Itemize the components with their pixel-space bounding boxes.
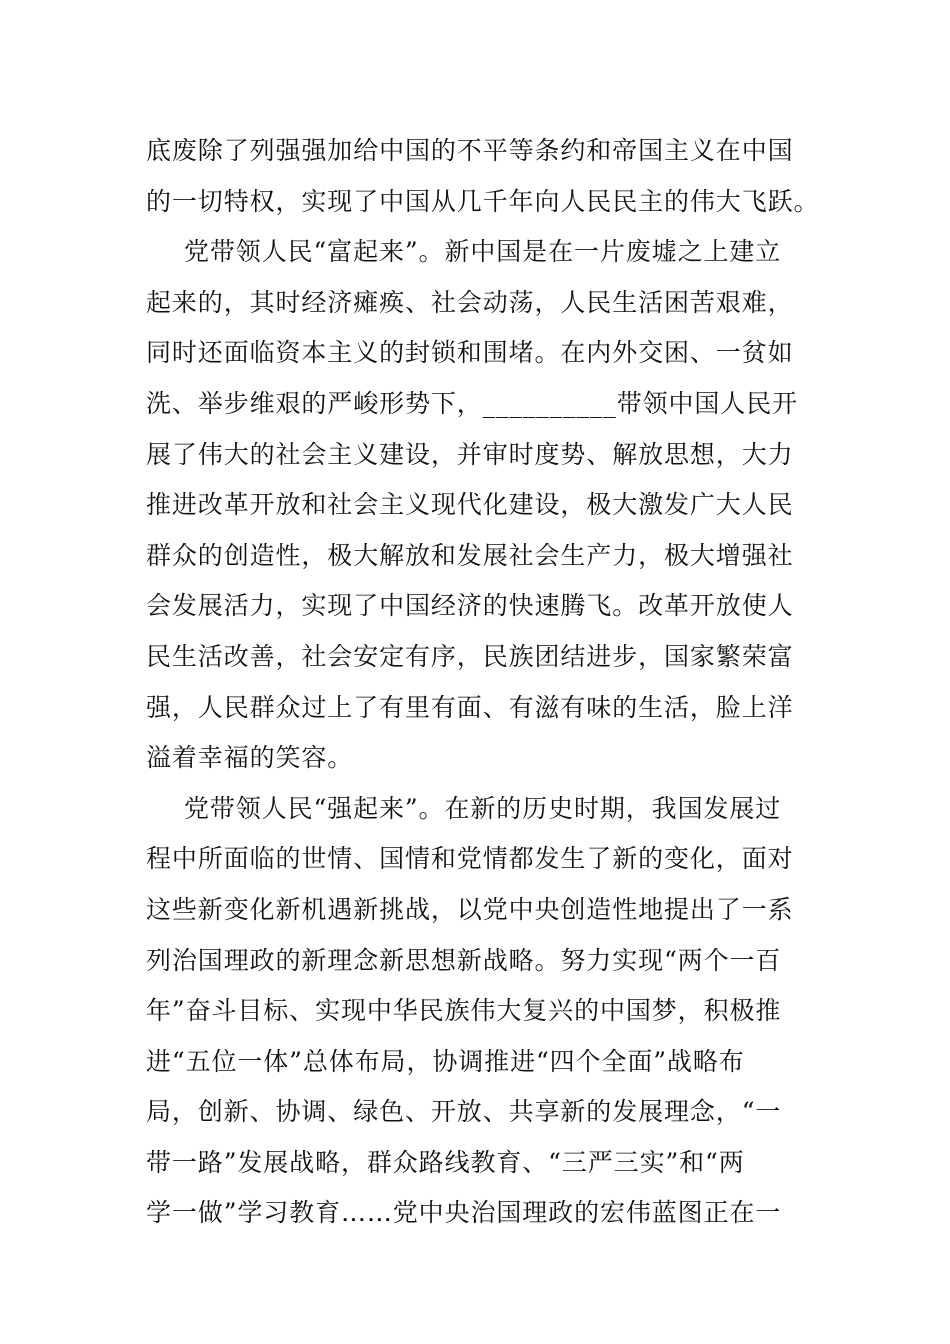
text-line: 推进改革开放和社会主义现代化建设，极大激发广大人民 — [146, 490, 794, 520]
text-line: 群众的创造性，极大解放和发展社会生产力，极大增强社 — [146, 540, 794, 570]
body-text — [146, 126, 820, 1239]
text-line: 学一做”学习教育……党中央治国理政的宏伟蓝图正在一 — [146, 1198, 782, 1228]
text-line: 的一切特权，实现了中国从几千年向人民民主的伟大飞跃。 — [146, 186, 820, 216]
paragraph-start-line: 党带领人民“强起来”。在新的历史时期，我国发展过 — [184, 793, 782, 823]
text-line: 带一路”发展战略，群众路线教育、“三严三实”和“两 — [146, 1147, 745, 1177]
text-line: 洗、举步维艰的严峻形势下，__________带领中国人民开 — [146, 388, 799, 418]
text-line: 程中所面临的世情、国情和党情都发生了新的变化，面对 — [146, 844, 794, 874]
text-line: 底废除了列强强加给中国的不平等条约和帝国主义在中国 — [146, 136, 794, 165]
text-line: 这些新变化新机遇新挑战，以党中央创造性地提出了一系 — [146, 894, 794, 924]
text-line: 年”奋斗目标、实现中华民族伟大复兴的中国梦，积极推 — [146, 996, 782, 1026]
text-line: 起来的，其时经济瘫痪、社会动荡，人民生活困苦艰难， — [146, 287, 794, 317]
text-line: 民生活改善，社会安定有序，民族团结进步，国家繁荣富 — [146, 641, 794, 671]
text-line: 进“五位一体”总体布局，协调推进“四个全面”战略布 — [146, 1046, 745, 1076]
text-line: 同时还面临资本主义的封锁和围堵。在内外交困、一贫如 — [146, 338, 794, 368]
paragraph-start-line: 党带领人民“富起来”。新中国是在一片废墟之上建立 — [184, 237, 782, 267]
text-line: 展了伟大的社会主义建设，并审时度势、解放思想，大力 — [146, 439, 794, 469]
text-line: 局，创新、协调、绿色、开放、共享新的发展理念，“一 — [146, 1097, 782, 1127]
text-line: 会发展活力，实现了中国经济的快速腾飞。改革开放使人 — [146, 591, 794, 621]
text-line: 溢着幸福的笑容。 — [146, 743, 354, 773]
text-line: 列治国理政的新理念新思想新战略。努力实现“两个一百 — [146, 945, 782, 975]
text-line: 强，人民群众过上了有里有面、有滋有味的生活，脸上洋 — [146, 692, 794, 722]
